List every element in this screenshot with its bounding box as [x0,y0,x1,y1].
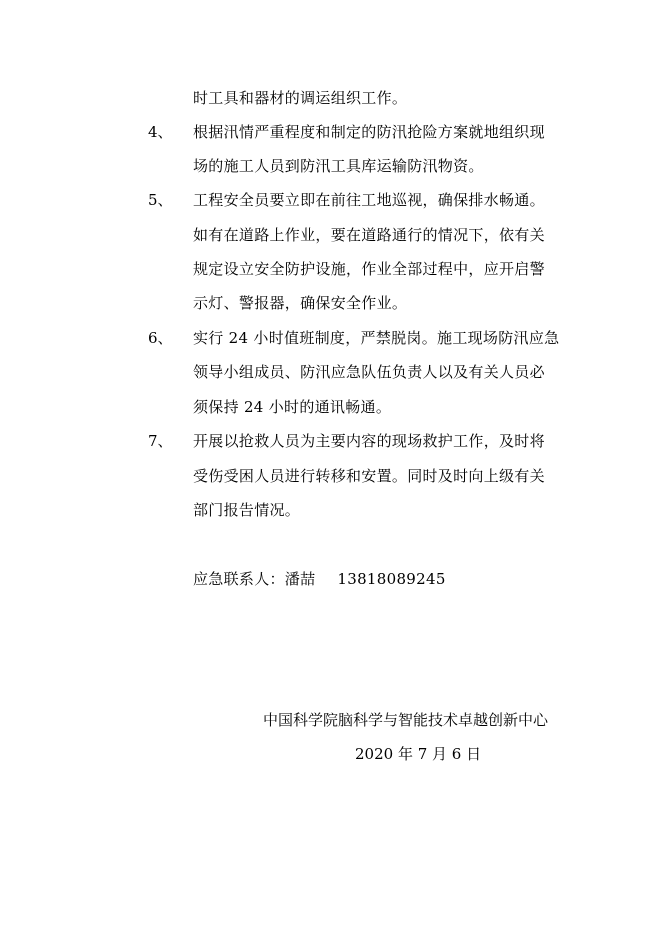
item-line: 受伤受困人员进行转移和安置。同时及时向上级有关 [193,467,545,485]
contact-label: 应急联系人：潘喆 [193,570,316,588]
item-number: 7、 [148,432,173,450]
item-line: 示灯、警报器，确保安全作业。 [193,294,408,312]
item-line: 领导小组成员、防汛应急队伍负责人以及有关人员必 [193,363,545,381]
item-number: 4、 [148,123,173,141]
continuation-line: 时工具和器材的调运组织工作。 [193,89,408,107]
item-line: 工程安全员要立即在前往工地巡视，确保排水畅通。 [193,191,545,209]
item-line: 开展以抢救人员为主要内容的现场救护工作，及时将 [193,432,545,450]
item-line: 场的施工人员到防汛工具库运输防汛物资。 [193,157,484,175]
item-number: 6、 [148,329,173,347]
item-line: 须保持 24 小时的通讯畅通。 [193,398,392,416]
contact-phone: 13818089245 [337,570,446,588]
item-line: 部门报告情况。 [193,501,301,519]
emergency-contact [193,569,446,589]
item-line: 实行 24 小时值班制度，严禁脱岗。施工现场防汛应急 [193,329,560,347]
signature-organization: 中国科学院脑科学与智能技术卓越创新中心 [263,711,549,729]
signature-date: 2020 年 7 月 6 日 [355,745,482,763]
item-number: 5、 [148,191,173,209]
item-line: 如有在道路上作业，要在道路通行的情况下，依有关 [193,226,545,244]
item-line: 根据汛情严重程度和制定的防汛抢险方案就地组织现 [193,123,545,141]
item-line: 规定设立安全防护设施，作业全部过程中，应开启警 [193,260,545,278]
